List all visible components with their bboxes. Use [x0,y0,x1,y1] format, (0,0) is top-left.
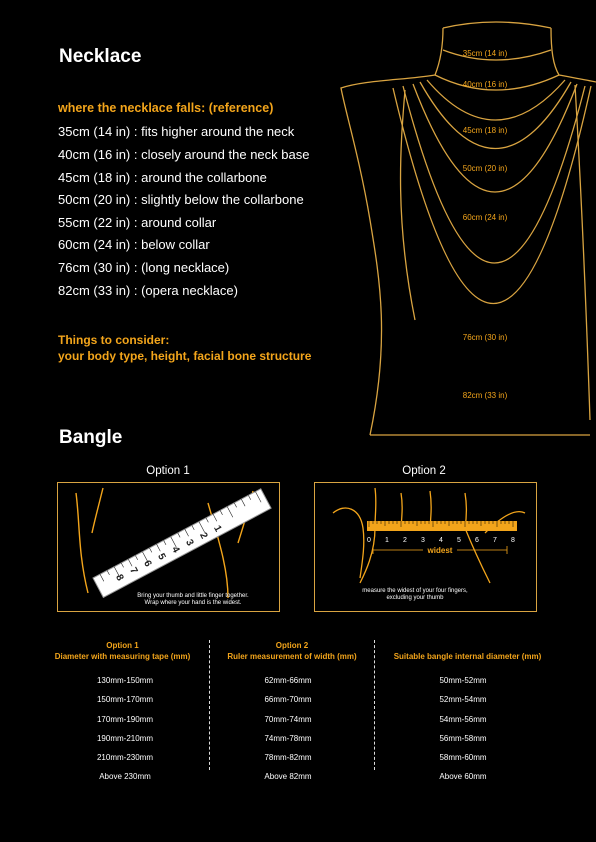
diagram-label-40: 40cm (16 in) [462,80,508,89]
bangle-title: Bangle [59,427,123,448]
table-cell: 50mm-52mm [439,676,487,685]
necklace-guide-heading: where the necklace falls: (reference) [58,101,274,115]
option1-title: Option 1 [146,465,190,477]
tape-number: 1 [211,523,224,534]
diagram-label-76: 76cm (30 in) [462,333,508,342]
table-cell: 58mm-60mm [439,753,487,763]
ruler-number: 0 [367,537,371,544]
table-cell: 62mm-66mm [264,676,312,685]
necklace-title: Necklace [59,46,142,67]
col2-header-line2: Ruler measurement of width (mm) [227,652,357,661]
col1-header-line1: Option 1 [106,641,139,650]
diagram-label-82: 82cm (33 in) [462,391,508,400]
consider-text: your body type, height, facial bone structure [58,349,312,363]
table-cell: 56mm-58mm [439,733,487,743]
col2-values [218,671,358,787]
necklace-length-line: 82cm (33 in) : (opera necklace) [58,283,238,298]
table-cell: 150mm-170mm [96,695,153,705]
col1-header-line2: Diameter with measuring tape (mm) [54,652,191,661]
necklace-length-line: 40cm (16 in) : closely around the neck base [58,147,310,162]
table-cell: 74mm-78mm [264,733,312,743]
column-divider [374,640,375,770]
option1-illustration [57,482,280,612]
bust-necklace-diagram [335,20,596,440]
col1-values [55,671,195,787]
col3-header: Suitable bangle internal diameter (mm) [393,652,542,661]
table-cell: 54mm-56mm [439,714,487,724]
tape-number: 2 [197,530,210,541]
diagram-label-45: 45cm (18 in) [462,126,508,135]
ruler-number: 5 [457,537,461,544]
necklace-length-line: 45cm (18 in) : around the collarbone [58,170,267,185]
tape-number: 7 [127,565,140,576]
tape-number: 3 [183,537,196,548]
necklace-50cm [420,82,571,149]
table-cell: 170mm-190mm [96,714,153,724]
table-cell: 190mm-210mm [96,733,153,743]
necklace-76cm [403,86,585,263]
ruler-number: 8 [511,537,515,544]
necklace-82cm [393,86,591,304]
option2-illustration [314,482,537,612]
diagram-label-60: 60cm (24 in) [462,213,508,222]
tape-number: 4 [169,544,182,555]
tape-number: 6 [141,558,154,569]
table-cell: 78mm-82mm [264,753,312,763]
col1-header [40,640,205,662]
table-cell: Above 230mm [99,772,151,782]
tape-number: 8 [113,572,126,583]
col2-header [212,640,372,662]
diagram-label-35: 35cm (14 in) [462,49,508,58]
diagram-label-50: 50cm (20 in) [462,164,508,173]
widest-label: widest [427,546,453,555]
table-cell: 210mm-230mm [96,753,153,763]
table-cell: Above 60mm [439,772,487,782]
table-cell: 130mm-150mm [96,676,153,685]
necklace-length-line: 55cm (22 in) : around collar [58,215,217,230]
table-cell: 66mm-70mm [264,695,312,705]
necklace-length-line: 35cm (14 in) : fits higher around the neck [58,124,295,139]
column-divider [209,640,210,770]
table-cell: 70mm-74mm [264,714,312,724]
ruler-number: 6 [475,537,479,544]
ruler-number: 3 [421,537,425,544]
tape-number: 5 [155,551,168,562]
ruler-number: 4 [439,537,443,544]
ruler-number: 2 [403,537,407,544]
ruler-number: 1 [385,537,389,544]
ruler-number: 7 [493,537,497,544]
consider-heading: Things to consider: [58,333,170,347]
table-cell: 52mm-54mm [439,695,487,705]
option2-caption-line1: measure the widest of your four fingers, [362,588,468,594]
option1-caption-line1: Bring your thumb and little finger together. [137,593,249,599]
option2-caption-line2: excluding your thumb [386,595,444,601]
necklace-60cm [413,84,577,192]
option2-title: Option 2 [402,465,446,477]
option1-caption-line2: Wrap where your hand is the widest. [144,600,242,606]
necklace-length-line: 60cm (24 in) : below collar [58,237,210,252]
col2-header-line1: Option 2 [275,641,309,650]
table-cell: Above 82mm [264,772,312,782]
necklace-length-line: 50cm (20 in) : slightly below the collarbone [58,192,304,207]
necklace-length-line: 76cm (30 in) : (long necklace) [58,260,230,275]
col3-values [393,671,533,787]
